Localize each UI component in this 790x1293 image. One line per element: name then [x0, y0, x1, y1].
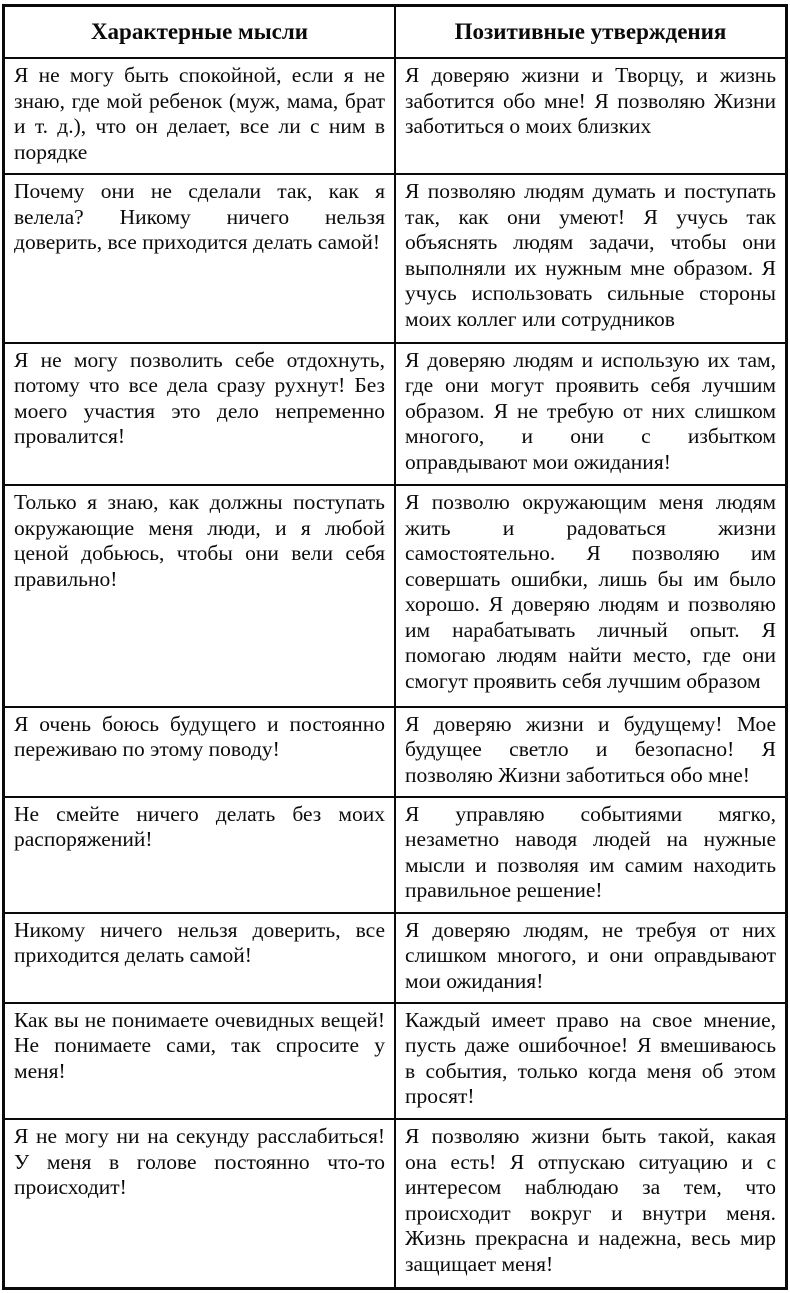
- thought-cell: Никому ничего нельзя доверить, все приходится делать самой!: [4, 913, 396, 1003]
- affirmation-cell: Я доверяю людям, не требуя от них слишком многого, и они оправдывают мои ожидания!: [395, 913, 787, 1003]
- table-row: [4, 174, 787, 343]
- thoughts-affirmations-table: [2, 4, 788, 1290]
- thought-cell: Как вы не понимаете очевидных вещей! Не понимаете сами, так спросите у меня!: [4, 1003, 396, 1119]
- thought-cell: Только я знаю, как должны поступать окружающие меня люди, и я любой ценой добьюсь, чтобы они вели себя правильно!: [4, 485, 396, 706]
- table-row: [4, 343, 787, 485]
- table-row: [4, 707, 787, 797]
- table-header: [4, 6, 787, 59]
- table-row: [4, 1119, 787, 1288]
- table-row: [4, 58, 787, 174]
- table-row: [4, 1003, 787, 1119]
- affirmation-cell: Я доверяю жизни и Творцу, и жизнь заботится обо мне! Я позволяю Жизни заботиться о моих близких: [395, 58, 787, 174]
- affirmation-cell: Я доверяю людям и использую их там, где они могут проявить себя лучшим образом. Я не требую от них слишком многого, и они с избытком оправдывают мои ожидания!: [395, 343, 787, 485]
- table-body: [4, 58, 787, 1289]
- thought-cell: Не смейте ничего делать без моих распоряжений!: [4, 797, 396, 913]
- thought-cell: Я не могу ни на секунду расслабиться! У меня в голове постоянно что-то происходит!: [4, 1119, 396, 1288]
- thought-cell: Почему они не сделали так, как я велела? Никому ничего нельзя доверить, все приходится делать самой!: [4, 174, 396, 343]
- affirmation-cell: Я позволю окружающим меня людям жить и радоваться жизни самостоятельно. Я позволяю им совершать ошибки, лишь бы им было хорошо. Я доверяю людям и позволяю им нарабатывать личный опыт. Я помогаю людям найти место, где они смогут проявить себя лучшим образом: [395, 485, 787, 706]
- table-row: [4, 797, 787, 913]
- affirmation-cell: Я позволяю людям думать и поступать так, как они умеют! Я учусь так объяснять людям задачи, чтобы они выполняли их нужным мне образом. Я учусь использовать сильные стороны моих коллег или сотрудников: [395, 174, 787, 343]
- affirmation-cell: Я доверяю жизни и будущему! Мое будущее светло и безопасно! Я позволяю Жизни заботиться обо мне!: [395, 707, 787, 797]
- column-header-affirmations: Позитивные утверждения: [395, 6, 787, 59]
- thought-cell: Я не могу позволить себе отдохнуть, потому что все дела сразу рухнут! Без моего участия это дело непременно провалится!: [4, 343, 396, 485]
- affirmation-cell: Я управляю событиями мягко, незаметно наводя людей на нужные мысли и позволяя им самим находить правильное решение!: [395, 797, 787, 913]
- column-header-thoughts: Характерные мысли: [4, 6, 396, 59]
- affirmation-cell: Каждый имеет право на свое мнение, пусть даже ошибочное! Я вмешиваюсь в события, только когда меня об этом просят!: [395, 1003, 787, 1119]
- thought-cell: Я очень боюсь будущего и постоянно переживаю по этому поводу!: [4, 707, 396, 797]
- affirmation-cell: Я позволяю жизни быть такой, какая она есть! Я отпускаю ситуацию и с интересом наблюдаю за тем, что происходит вокруг и внутри меня. Жизнь прекрасна и надежна, весь мир защищает меня!: [395, 1119, 787, 1288]
- table-row: [4, 913, 787, 1003]
- header-row: [4, 6, 787, 59]
- thought-cell: Я не могу быть спокойной, если я не знаю, где мой ребенок (муж, мама, брат и т. д.), что он делает, все ли с ним в порядке: [4, 58, 396, 174]
- table-row: [4, 485, 787, 706]
